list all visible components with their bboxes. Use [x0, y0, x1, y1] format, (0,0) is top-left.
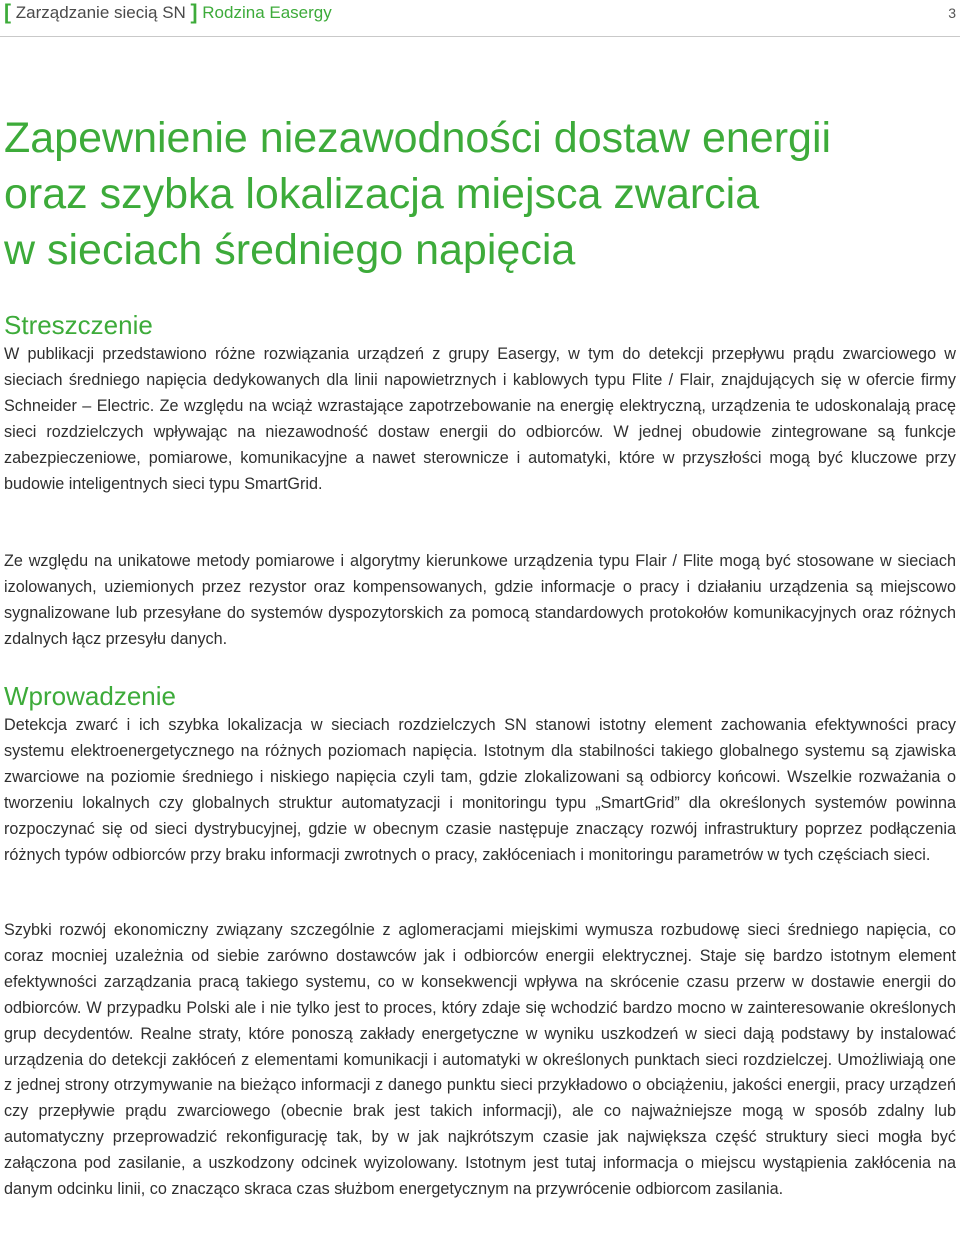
summary-heading: Streszczenie: [4, 310, 153, 340]
summary-paragraph-1: W publikacji przedstawiono różne rozwiązania urządzeń z grupy Easergy, w tym do detekcji przepływu prądu zwarciowego w sieciach średniego napięcia dedykowanych dla linii napowietrznych i kablowych typu Flite / Flair, znajdujących się w ofercie firmy Schneider – Electric. Ze względu na wciąż wzrastające zapotrzebowanie na energię elektryczną, urządzenia te udoskonalają pracę sieci rozdzielczych wpływając na niezawodność dostaw energii do odbiorców. W jednej obudowie zintegrowane są funkcje zabezpieczeniowe, pomiarowe, komunikacyjne a nawet sterownicze i automatyki, które w przyszłości mogą być kluczowe przy budowie inteligentnych sieci typu SmartGrid.: [4, 345, 956, 493]
intro-heading: Wprowadzenie: [4, 681, 176, 711]
header-divider: [0, 36, 960, 37]
header-bracket-close: ]: [190, 1, 198, 24]
title-line: oraz szybka lokalizacja miejsca zwarcia: [4, 170, 760, 218]
intro-paragraph-2: Szybki rozwój ekonomiczny związany szczególnie z aglomeracjami miejskimi wymusza rozbudowę sieci średniego napięcia, co coraz mocniej uzależnia od siebie zarówno dostawców jak i odbiorców energii elektrycznej. Staje się bardzo istotnym element efektywności zarządzania pracą takiego systemu, co w konsekwencji wpływa na skrócenie czasu przerw w dostawie energii do odbiorców. W przypadku Polski ale i nie tylko jest to proces, który zdaje się wchodzić bardzo mocno w zainteresowanie określonych grup decydentów. Realne straty, które ponoszą zakłady energetyczne w wyniku uszkodzeń w sieci dają podstawy by instalować urządzenia do detekcji zakłóceń z elementami komunikacji i automatyki w określonych punktach sieci rozdzielczej. Umożliwiają one z jednej strony otrzymywanie na bieżąco informacji z danego punktu sieci przykładowo o obciążeniu, jakości energii, pracy urządzeń czy przepływie prądu zwarciowego (obecnie brak jest takich informacji), ale co najważniejsze mogą w sposób zdalny lub automatyczny przeprowadzić rekonfigurację tak, by w jak najkrótszym czasie jak największa część struktury sieci mogła być załączona pod zasilanie, a uszkodzony odcinek wyizolowany. Istotnym jest tutaj informacja o miejscu wystąpienia zakłócenia na danym odcinku linii, co znacząco skraca czas służbom energetycznym na przywrócenie odbiorcom zasilania.: [4, 921, 956, 1199]
summary-paragraph-2: Ze względu na unikatowe metody pomiarowe i algorytmy kierunkowe urządzenia typu Flair / Flite mogą być stosowane w sieciach izolowanych, uziemionych przez rezystor oraz kompensowanych, gdzie informacje o pracy i działaniu urządzenia są miejscowo sygnalizowane lub przesyłane do systemów dyspozytorskich za pomocą standardowych protokołów komunikacyjnych oraz różnych zdalnych łącz przesyłu danych.: [4, 552, 956, 648]
header-section-title: Zarządzanie siecią SN: [15, 3, 186, 22]
page-number: 3: [948, 5, 956, 21]
page-header: [4, 2, 956, 28]
header-family-title: Rodzina Easergy: [202, 3, 332, 22]
page-title: [4, 110, 954, 278]
title-line: Zapewnienie niezawodności dostaw energii: [4, 114, 832, 162]
header-bracket-open: [: [4, 1, 11, 24]
intro-paragraph-1: Detekcja zwarć i ich szybka lokalizacja w sieciach rozdzielczych SN stanowi istotny element zachowania efektywności pracy systemu elektroenergetycznego na różnych poziomach napięcia. Istotnym dla stabilności takiego globalnego systemu są zjawiska zwarciowe na poziomie średniego i niskiego napięcia czyli tam, gdzie zlokalizowani są odbiorcy końcowi. Wszelkie rozważania o tworzeniu lokalnych czy globalnych struktur automatyzacji i monitoringu typu „SmartGrid” dla określonych systemów powinna rozpoczynać się od sieci dystrybucyjnej, gdzie w obecnym czasie następuje znaczący rozwój infrastruktury poprzez podłączenia różnych typów odbiorców przy braku informacji zwrotnych o pracy, zakłóceniach i monitoringu parametrów w tych częściach sieci.: [4, 716, 956, 864]
title-line: w sieciach średniego napięcia: [4, 226, 576, 274]
